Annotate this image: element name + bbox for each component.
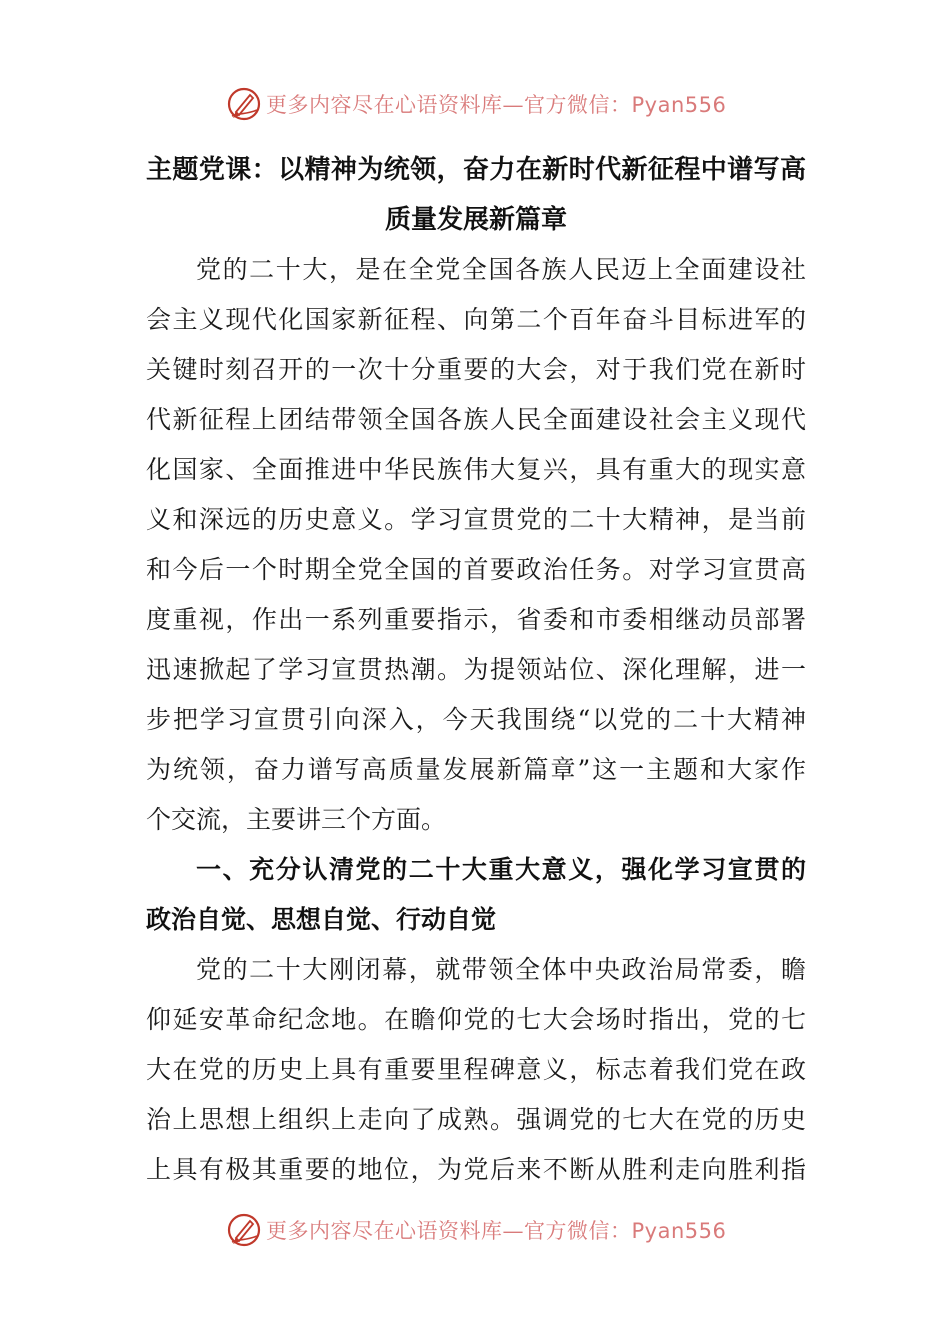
paragraph-1-line: 党的二十大，是在全党全国各族人民迈上全面建设社 — [196, 255, 806, 284]
paragraph-1-line: 关键时刻召开的一次十分重要的大会，对于我们党在新时 — [146, 355, 806, 384]
watermark-footer — [226, 1212, 726, 1248]
pen-logo-icon — [226, 86, 262, 122]
paragraph-1-line: 步把学习宣贯引向深入，今天我围绕“以党的二十大精神 — [146, 705, 806, 734]
section-heading-1-line-2: 政治自觉、思想自觉、行动自觉 — [146, 905, 497, 934]
paragraph-1-line: 义和深远的历史意义。学习宣贯党的二十大精神，是当前 — [146, 505, 806, 534]
watermark-text: 更多内容尽在心语资料库—官方微信：Pyan556 — [266, 93, 727, 117]
pen-logo-icon — [226, 1212, 262, 1248]
watermark-text: 更多内容尽在心语资料库—官方微信：Pyan556 — [266, 1219, 727, 1243]
watermark-header — [226, 86, 726, 122]
paragraph-2-line: 党的二十大刚闭幕，就带领全体中央政治局常委，瞻 — [196, 955, 806, 984]
paragraph-2-line: 大在党的历史上具有重要里程碑意义，标志着我们党在政 — [146, 1055, 806, 1084]
section-heading-1-line-1: 一、充分认清党的二十大重大意义，强化学习宣贯的 — [196, 855, 806, 884]
paragraph-1-line: 为统领，奋力谱写高质量发展新篇章”这一主题和大家作 — [146, 755, 806, 784]
paragraph-1-line: 迅速掀起了学习宣贯热潮。为提领站位、深化理解，进一 — [146, 655, 806, 684]
paragraph-1-line: 代新征程上团结带领全国各族人民全面建设社会主义现代 — [146, 405, 806, 434]
paragraph-1-line: 化国家、全面推进中华民族伟大复兴，具有重大的现实意 — [146, 455, 806, 484]
paragraph-1-line: 个交流，主要讲三个方面。 — [146, 805, 447, 834]
document-title-line-2: 质量发展新篇章 — [384, 205, 567, 235]
paragraph-1-line: 度重视，作出一系列重要指示，省委和市委相继动员部署 — [146, 605, 806, 634]
paragraph-2-line: 上具有极其重要的地位，为党后来不断从胜利走向胜利指 — [146, 1155, 806, 1184]
paragraph-2-line: 仰延安革命纪念地。在瞻仰党的七大会场时指出，党的七 — [146, 1005, 806, 1034]
document-title-line-1: 主题党课：以精神为统领，奋力在新时代新征程中谱写高 — [146, 155, 806, 185]
paragraph-2-line: 治上思想上组织上走向了成熟。强调党的七大在党的历史 — [146, 1105, 806, 1134]
paragraph-1-line: 和今后一个时期全党全国的首要政治任务。对学习宣贯高 — [146, 555, 806, 584]
paragraph-1-line: 会主义现代化国家新征程、向第二个百年奋斗目标进军的 — [146, 305, 806, 334]
